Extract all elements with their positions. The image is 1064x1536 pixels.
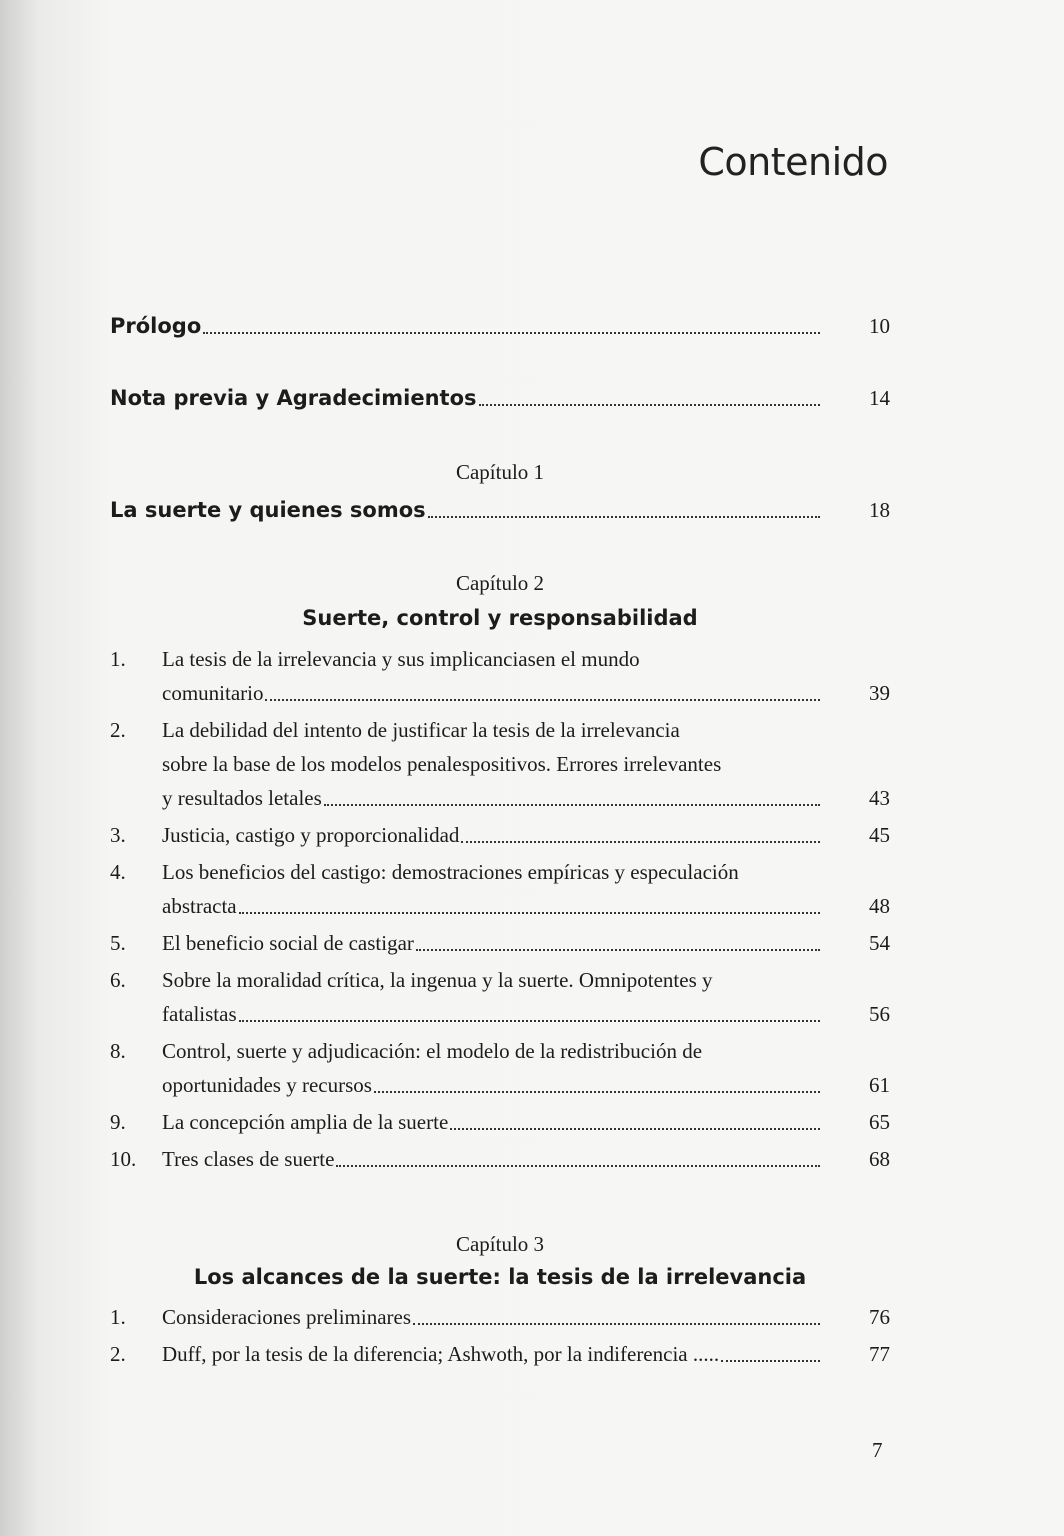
toc-entry-text: oportunidades y recursos xyxy=(162,1073,372,1097)
toc-entry-number: 10. xyxy=(110,1147,137,1171)
toc-entry-text: Sobre la moralidad crítica, la ingenua y la suerte. Omnipotentes y xyxy=(162,968,713,992)
toc-page: 61 xyxy=(869,1073,890,1097)
toc-entry xyxy=(110,1105,890,1139)
toc-entry-text: Control, suerte y adjudicación: el modelo de la redistribución de xyxy=(162,1039,703,1063)
toc-entry-number: 6. xyxy=(110,968,126,992)
dot-leader xyxy=(461,840,820,843)
dot-leader xyxy=(239,1019,820,1022)
dot-leader xyxy=(324,803,820,806)
toc-entry xyxy=(110,642,890,710)
toc-label: Prólogo xyxy=(110,314,202,338)
toc-entry-text: y resultados letales xyxy=(162,786,322,810)
toc-row-prologo xyxy=(110,313,890,339)
toc-entry-text: fatalistas xyxy=(162,1002,237,1026)
toc-entry xyxy=(110,855,890,923)
dot-leader xyxy=(428,515,820,518)
toc-entry-number: 4. xyxy=(110,860,126,884)
dot-leader xyxy=(203,331,820,334)
dot-leader xyxy=(479,403,821,406)
toc-entry-number: 2. xyxy=(110,718,126,742)
toc-entry xyxy=(110,926,890,960)
toc-entry-number: 1. xyxy=(110,647,126,671)
toc-row-nota xyxy=(110,385,890,411)
toc-entry-number: 3. xyxy=(110,823,126,847)
toc-entry-text: abstracta xyxy=(162,894,237,918)
toc-entry-text: Consideraciones preliminares xyxy=(162,1305,412,1329)
toc-page: 45 xyxy=(869,823,890,847)
chapter-title: Los alcances de la suerte: la tesis de la irrelevancia xyxy=(193,1265,807,1289)
toc-label: Nota previa y Agradecimientos xyxy=(110,386,477,410)
toc-entry xyxy=(110,713,890,815)
toc-entry-text: Tres clases de suerte xyxy=(162,1147,335,1171)
dot-leader xyxy=(336,1164,820,1167)
toc-page: 68 xyxy=(869,1147,890,1171)
toc-page: 39 xyxy=(869,681,890,705)
toc-page: 54 xyxy=(869,931,890,955)
dot-leader xyxy=(374,1090,820,1093)
chapter-caption: Capítulo 1 xyxy=(455,460,545,484)
toc-entry-text: Los beneficios del castigo: demostraciones empíricas y especulación xyxy=(162,860,739,884)
toc-entry xyxy=(110,1300,890,1334)
toc-entry xyxy=(110,963,890,1031)
toc-entry-text: La tesis de la irrelevancia y sus implicanciasen el mundo xyxy=(162,647,640,671)
chapter-caption: Capítulo 3 xyxy=(455,1232,545,1256)
toc-page: 56 xyxy=(869,1002,890,1026)
toc-entry-text: Justicia, castigo y proporcionalidad xyxy=(162,823,460,847)
toc-entry-text: sobre la base de los modelos penalespositivos. Errores irrelevantes xyxy=(162,752,722,776)
toc-entry xyxy=(110,1142,890,1176)
dot-leader xyxy=(265,698,820,701)
toc-entry-number: 5. xyxy=(110,931,126,955)
dot-leader xyxy=(721,1359,820,1362)
dot-leader xyxy=(413,1322,820,1325)
page-number: 7 xyxy=(872,1438,883,1462)
page-title: Contenido xyxy=(698,140,888,184)
toc-entry-text: Duff, por la tesis de la diferencia; Ashwoth, por la indiferencia ..... xyxy=(162,1342,720,1366)
toc-entry-number: 2. xyxy=(110,1342,126,1366)
toc-page: 48 xyxy=(869,894,890,918)
toc-entry xyxy=(110,1034,890,1102)
toc-row-cap1 xyxy=(110,497,890,523)
dot-leader xyxy=(239,911,820,914)
toc-entry xyxy=(110,818,890,852)
toc-page: 43 xyxy=(869,786,890,810)
toc-entry-number: 1. xyxy=(110,1305,126,1329)
toc-page: 76 xyxy=(869,1305,890,1329)
dot-leader xyxy=(450,1127,820,1130)
toc-page: 18 xyxy=(869,498,890,522)
chapter-caption: Capítulo 2 xyxy=(455,571,545,595)
toc-entry xyxy=(110,1337,890,1371)
toc-entry-text: El beneficio social de castigar xyxy=(162,931,414,955)
toc-entry-text: La debilidad del intento de justificar la tesis de la irrelevancia xyxy=(162,718,680,742)
toc-label: La suerte y quienes somos xyxy=(110,498,426,522)
toc-page: 10 xyxy=(869,314,890,338)
toc-entry-number: 9. xyxy=(110,1110,126,1134)
dot-leader xyxy=(416,948,820,951)
chapter-title: Suerte, control y responsabilidad xyxy=(302,606,698,630)
toc-entry-text: La concepción amplia de la suerte xyxy=(162,1110,449,1134)
toc-entry-text: comunitario xyxy=(162,681,264,705)
toc-entry-number: 8. xyxy=(110,1039,126,1063)
toc-page: 77 xyxy=(869,1342,890,1366)
toc-page: 65 xyxy=(869,1110,890,1134)
toc-page: 14 xyxy=(869,386,890,410)
